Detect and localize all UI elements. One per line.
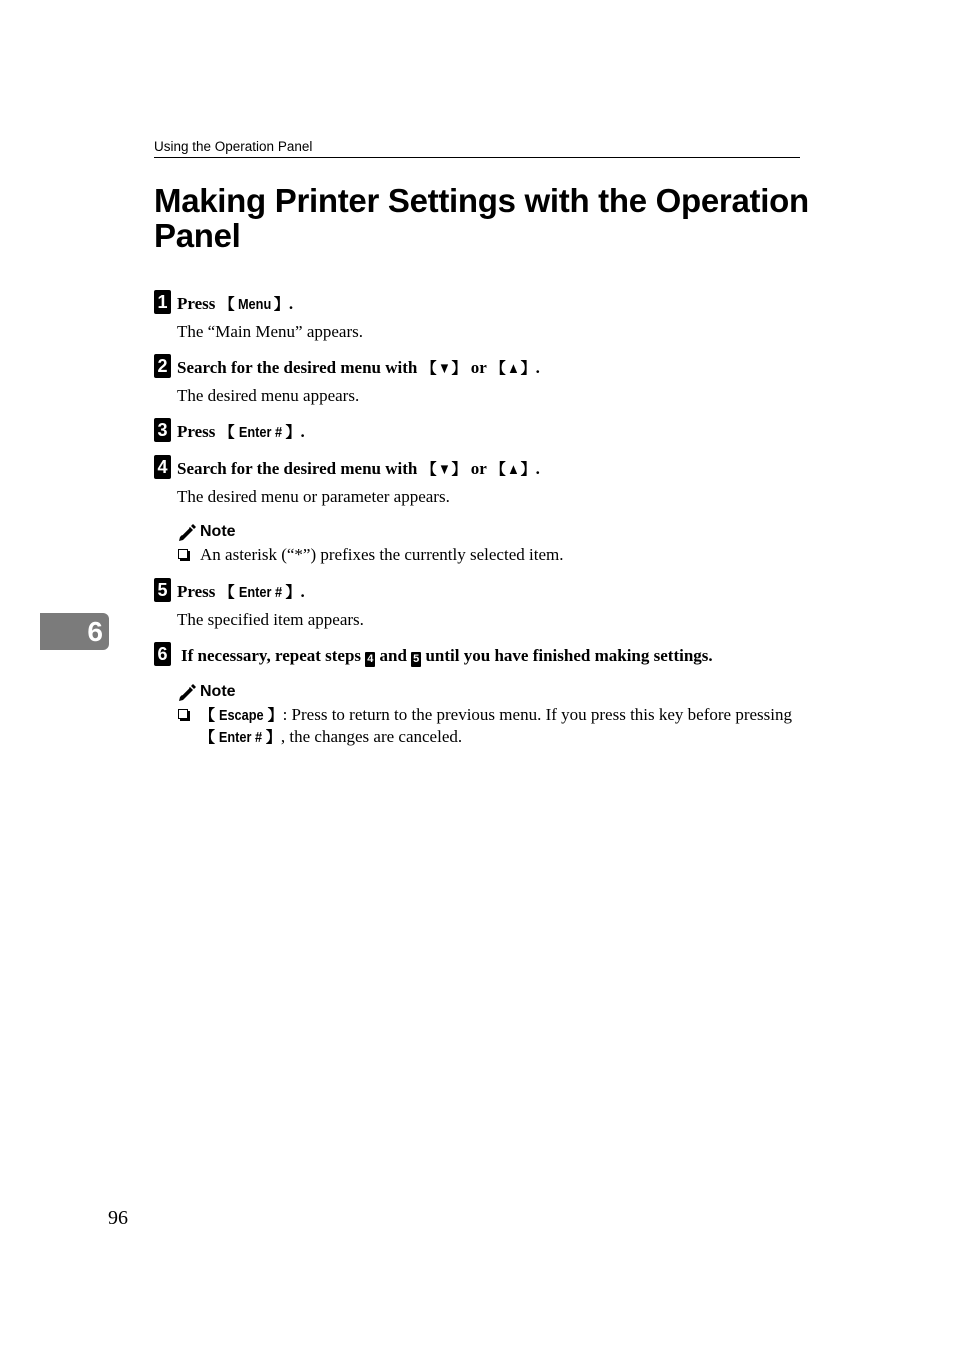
step-text: until you have finished making settings. <box>421 646 713 665</box>
step-text: Search for the desired menu with <box>177 459 422 478</box>
step-3 <box>154 422 814 443</box>
left-bracket-icon: 【 <box>421 359 437 377</box>
note-text: An asterisk (“*”) prefixes the currently selected item. <box>200 545 564 564</box>
left-bracket-icon: 【 <box>200 728 216 746</box>
right-bracket-icon: 】 <box>273 295 289 313</box>
right-bracket-icon: 】 <box>285 583 301 601</box>
step-number: 6 <box>154 642 171 666</box>
step-text: . <box>300 582 305 601</box>
checkbox-icon <box>178 709 188 719</box>
right-bracket-icon: 】 <box>451 460 467 478</box>
step-instruction <box>177 459 814 480</box>
right-bracket-icon: 】 <box>285 423 301 441</box>
left-bracket-icon: 【 <box>200 706 216 724</box>
note-1 <box>177 522 817 565</box>
step-text: . <box>535 358 540 377</box>
step-text: . <box>288 294 294 313</box>
right-bracket-icon: 】 <box>451 359 467 377</box>
step-4 <box>154 459 814 507</box>
key-name: Enter # <box>238 424 282 441</box>
right-bracket-icon: 】 <box>265 728 281 746</box>
step-result: The desired menu or parameter appears. <box>177 487 450 506</box>
note-item <box>177 544 800 565</box>
step-6 <box>154 646 814 667</box>
down-arrow-key: ▼ <box>437 360 451 377</box>
chapter-tab: 6 <box>40 613 109 650</box>
left-bracket-icon: 【 <box>490 359 506 377</box>
step-instruction <box>177 294 814 315</box>
step-reference: 5 <box>413 653 420 665</box>
step-instruction <box>181 646 814 667</box>
up-arrow-key: ▲ <box>506 360 520 377</box>
step-instruction <box>177 358 814 379</box>
step-instruction <box>177 582 814 603</box>
right-bracket-icon: 】 <box>520 460 536 478</box>
left-bracket-icon: 【 <box>219 295 235 313</box>
step-number: 1 <box>154 290 171 314</box>
step-text: or <box>466 459 491 478</box>
step-result: The “Main Menu” appears. <box>177 322 363 341</box>
running-head: Using the Operation Panel <box>154 139 800 158</box>
step-result: The specified item appears. <box>177 610 364 629</box>
note-label: Note <box>200 523 236 540</box>
step-number: 4 <box>154 455 171 479</box>
left-bracket-icon: 【 <box>490 460 506 478</box>
note-heading <box>177 522 817 542</box>
step-number: 5 <box>154 578 171 602</box>
note-item <box>177 704 800 748</box>
step-text: . <box>300 422 305 441</box>
left-bracket-icon: 【 <box>219 583 235 601</box>
right-bracket-icon: 】 <box>267 706 283 724</box>
note-2 <box>177 682 817 748</box>
step-result: The desired menu appears. <box>177 386 360 405</box>
step-number: 2 <box>154 354 171 378</box>
step-instruction <box>177 422 814 443</box>
key-name: Enter # <box>218 729 263 746</box>
step-text: Press <box>177 422 220 441</box>
up-arrow-key: ▲ <box>506 461 520 478</box>
checkbox-icon <box>178 549 188 559</box>
step-text: Press <box>177 582 220 601</box>
step-reference: 4 <box>367 653 374 665</box>
pencil-icon <box>177 684 196 701</box>
key-name: Enter # <box>238 584 282 601</box>
step-text: Press <box>177 294 220 313</box>
step-2 <box>154 358 814 406</box>
page-number: 96 <box>108 1207 128 1229</box>
right-bracket-icon: 】 <box>520 359 536 377</box>
key-name: Menu <box>237 296 271 313</box>
note-label: Note <box>200 683 236 700</box>
step-text: Search for the desired menu with <box>177 358 422 377</box>
page-title: Making Printer Settings with the Operation Panel <box>154 182 809 254</box>
pencil-icon <box>177 524 196 541</box>
note-text: : Press to return to the previous menu. If you press this key before pressing <box>282 705 793 724</box>
step-number: 3 <box>154 418 171 442</box>
left-bracket-icon: 【 <box>421 460 437 478</box>
step-1 <box>154 294 814 342</box>
note-heading <box>177 682 817 702</box>
step-5 <box>154 582 814 630</box>
key-name: Escape <box>218 707 264 724</box>
down-arrow-key: ▼ <box>437 461 451 478</box>
note-text: , the changes are canceled. <box>280 727 463 746</box>
step-text: If necessary, repeat steps <box>181 646 366 665</box>
step-text: . <box>535 459 540 478</box>
step-text: and <box>375 646 412 665</box>
step-text: or <box>466 358 491 377</box>
left-bracket-icon: 【 <box>219 423 235 441</box>
